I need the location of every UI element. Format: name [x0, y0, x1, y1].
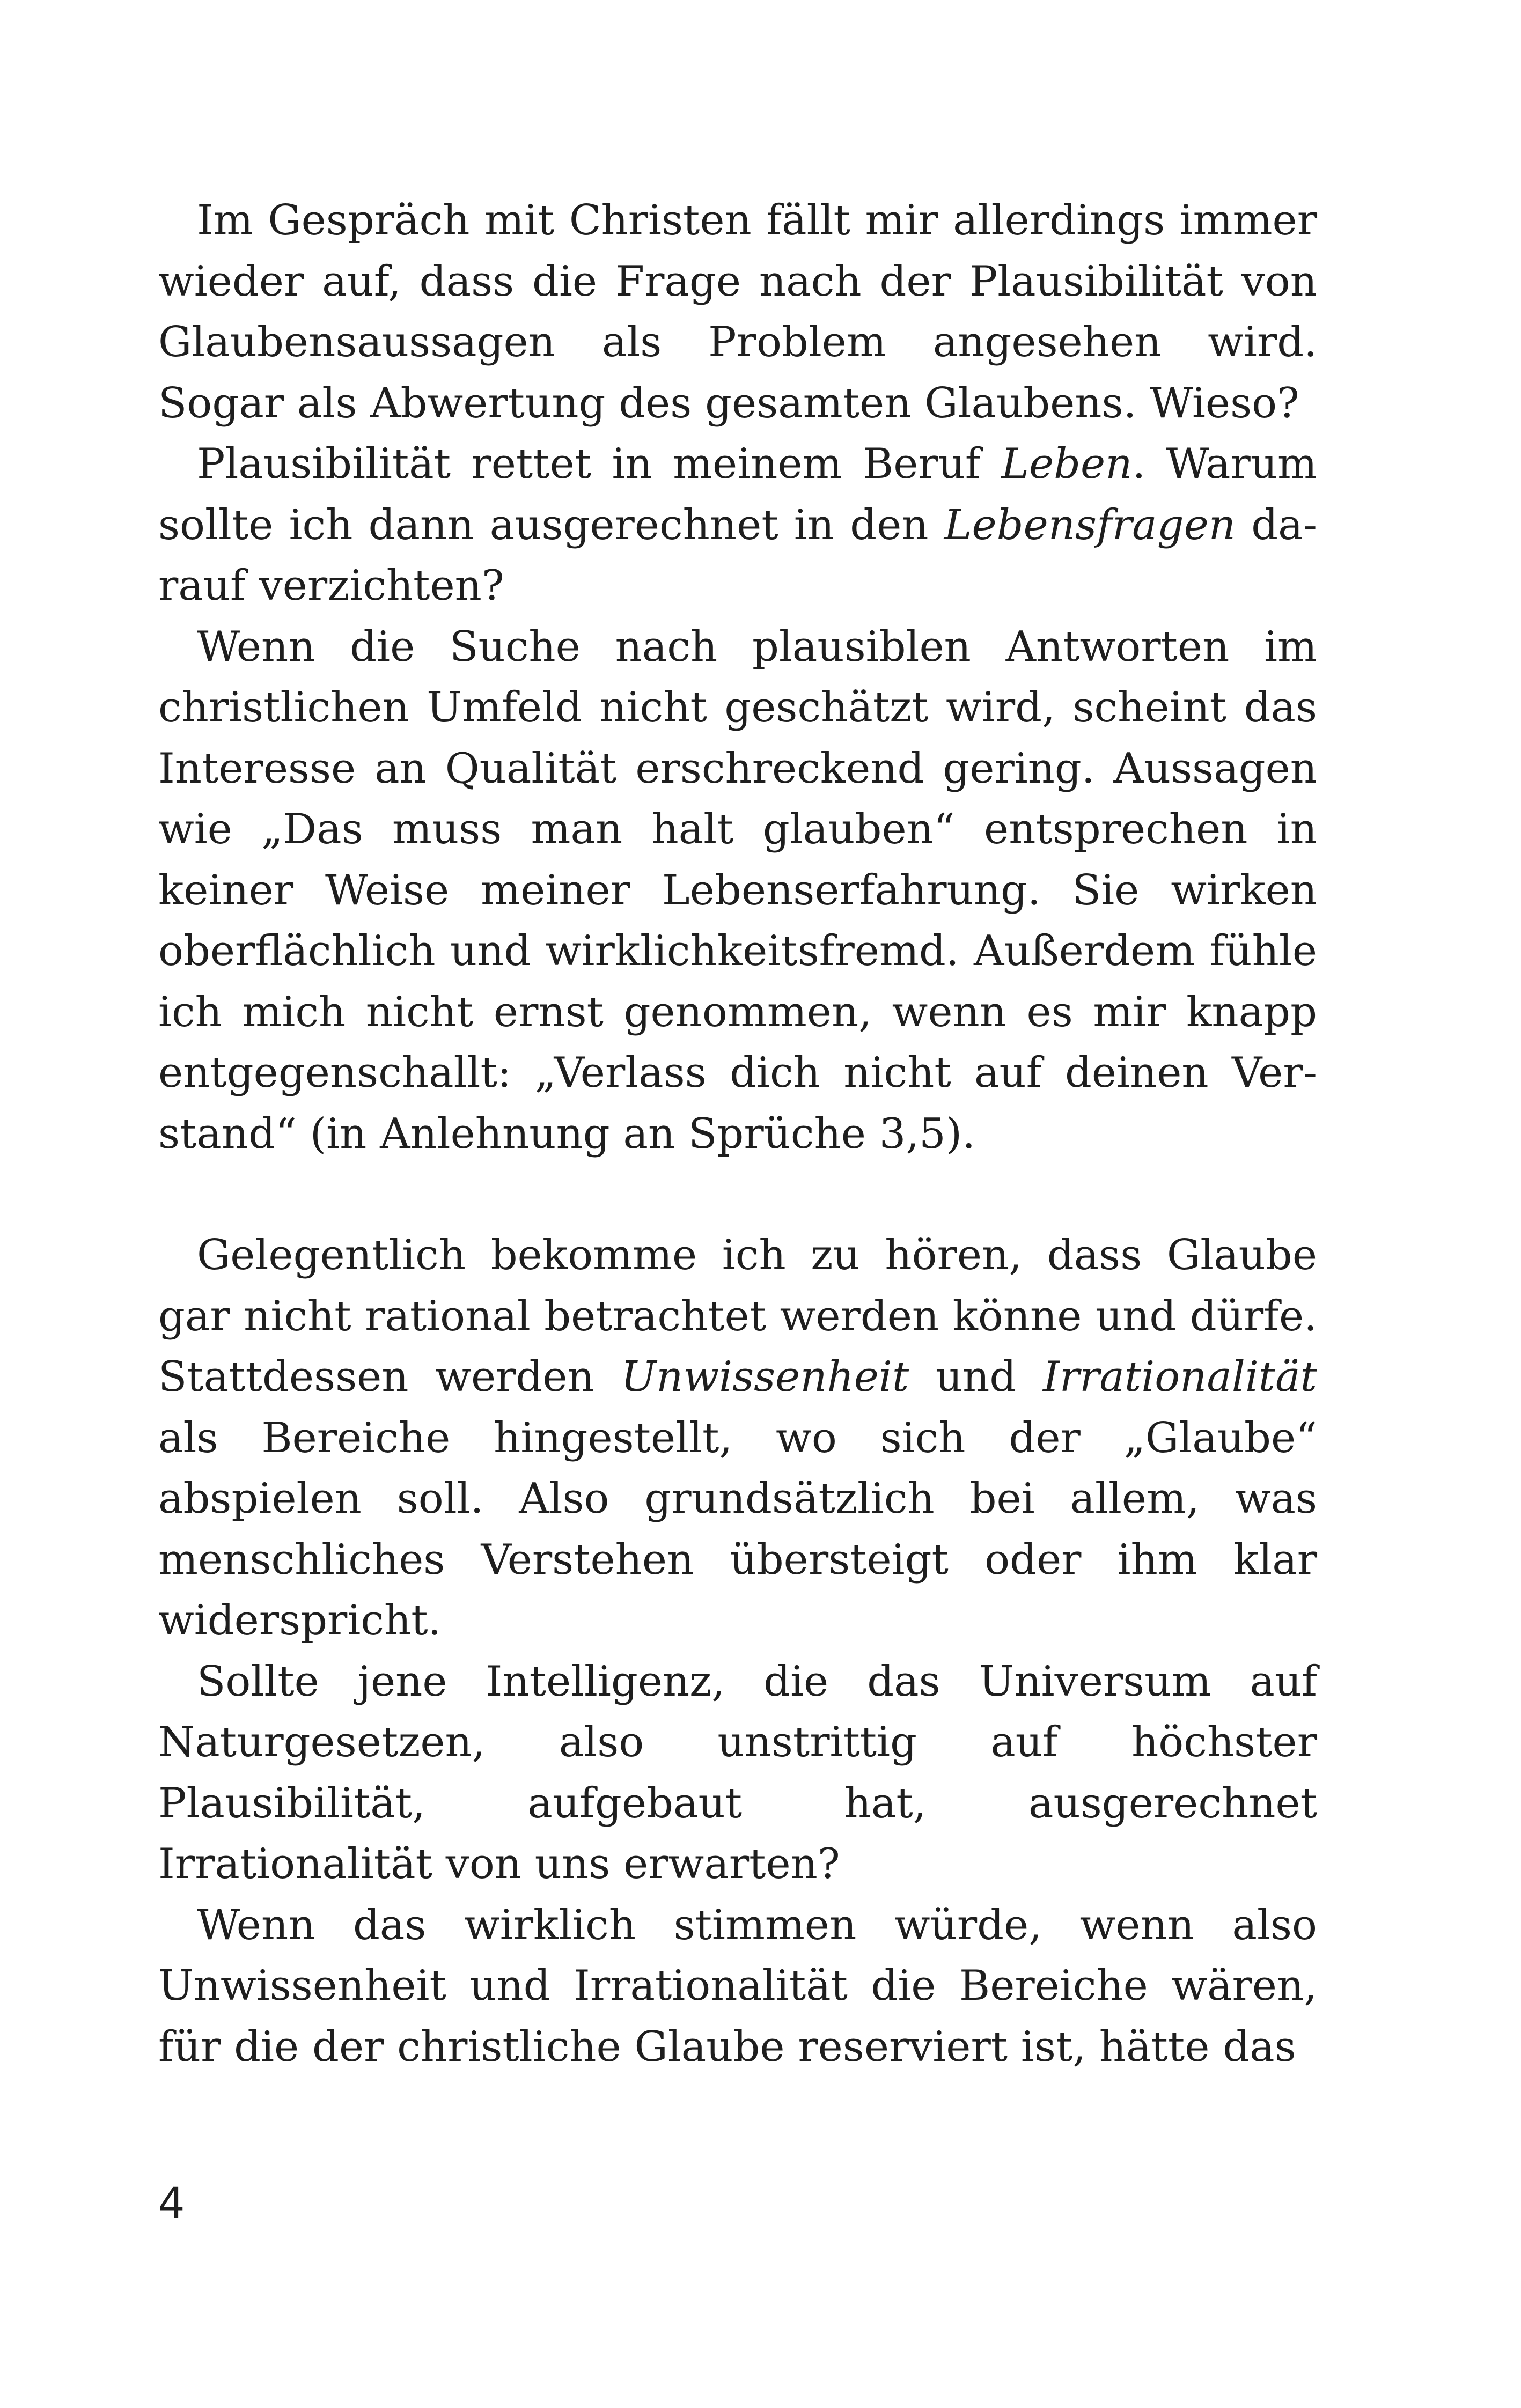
italic-text: Irrationalität — [1043, 1353, 1317, 1401]
text-run: Sollte jene Intelligenz, die das Universum auf Naturgesetzen, also unstrittig auf höchster Plausibilität, aufgebaut hat, ausgerechnet Irrationalität von uns erwarten? — [158, 1657, 1317, 1888]
paragraph — [158, 1895, 1317, 2078]
italic-text: Unwissenheit — [621, 1353, 909, 1401]
text-run: Im Gespräch mit Christen fällt mir allerdings immer wieder auf, dass die Frage nach der Plausibilität von Glaubensaussagen als Problem angesehen wird. Sogar als Abwertung des gesamten Glaubens. Wieso? — [158, 196, 1317, 428]
text-run: darauf verzichten? — [158, 500, 1317, 610]
paragraph — [158, 434, 1317, 617]
text-run: und — [909, 1353, 1044, 1401]
text-run: . Warum sollte ich dann ausgerechnet in den — [158, 440, 1317, 549]
text-section-1 — [158, 190, 1317, 1165]
text-run: Plausibilität rettet in meinem Beruf — [197, 440, 1002, 488]
text-run: Gelegentlich bekomme ich zu hören, dass Glaube gar nicht rational betrachtet werden könne und dürfe. Stattdessen werden — [158, 1231, 1317, 1401]
text-run: als Bereiche hingestellt, wo sich der „Glaube“ abspielen soll. Also grundsätzlich bei allem, was menschliches Verstehen übersteigt oder ihm klar widerspricht. — [158, 1413, 1317, 1645]
text-run: Wenn das wirklich stimmen würde, wenn also Unwissenheit und Irrationalität die Bereiche wären, für die der christliche Glaube reserviert ist, hätte das — [158, 1901, 1317, 2071]
paragraph — [158, 1652, 1317, 1895]
italic-text: Lebensfragen — [944, 500, 1236, 549]
paragraph — [158, 617, 1317, 1165]
italic-text: Leben — [1001, 440, 1133, 488]
paragraph — [158, 1225, 1317, 1652]
paragraph — [158, 190, 1317, 434]
text-run: Wenn die Suche nach plausiblen Antworten im christlichen Umfeld nicht geschätzt wird, scheint das Interesse an Qualität erschreckend gering. Aussagen wie „Das muss man halt glauben“ entsprechen in keiner Weise meiner Lebenserfahrung. Sie wirken oberflächlich und wirklichkeitsfremd. Außerdem fühle ich mich nicht ernst genommen, wenn es mir knapp entgegenschallt: „Verlass dich nicht auf deinen Verstand“ (in Anlehnung an Sprüche 3,5). — [158, 622, 1317, 1158]
page-number: 4 — [158, 2179, 185, 2228]
text-section-2 — [158, 1225, 1317, 2078]
